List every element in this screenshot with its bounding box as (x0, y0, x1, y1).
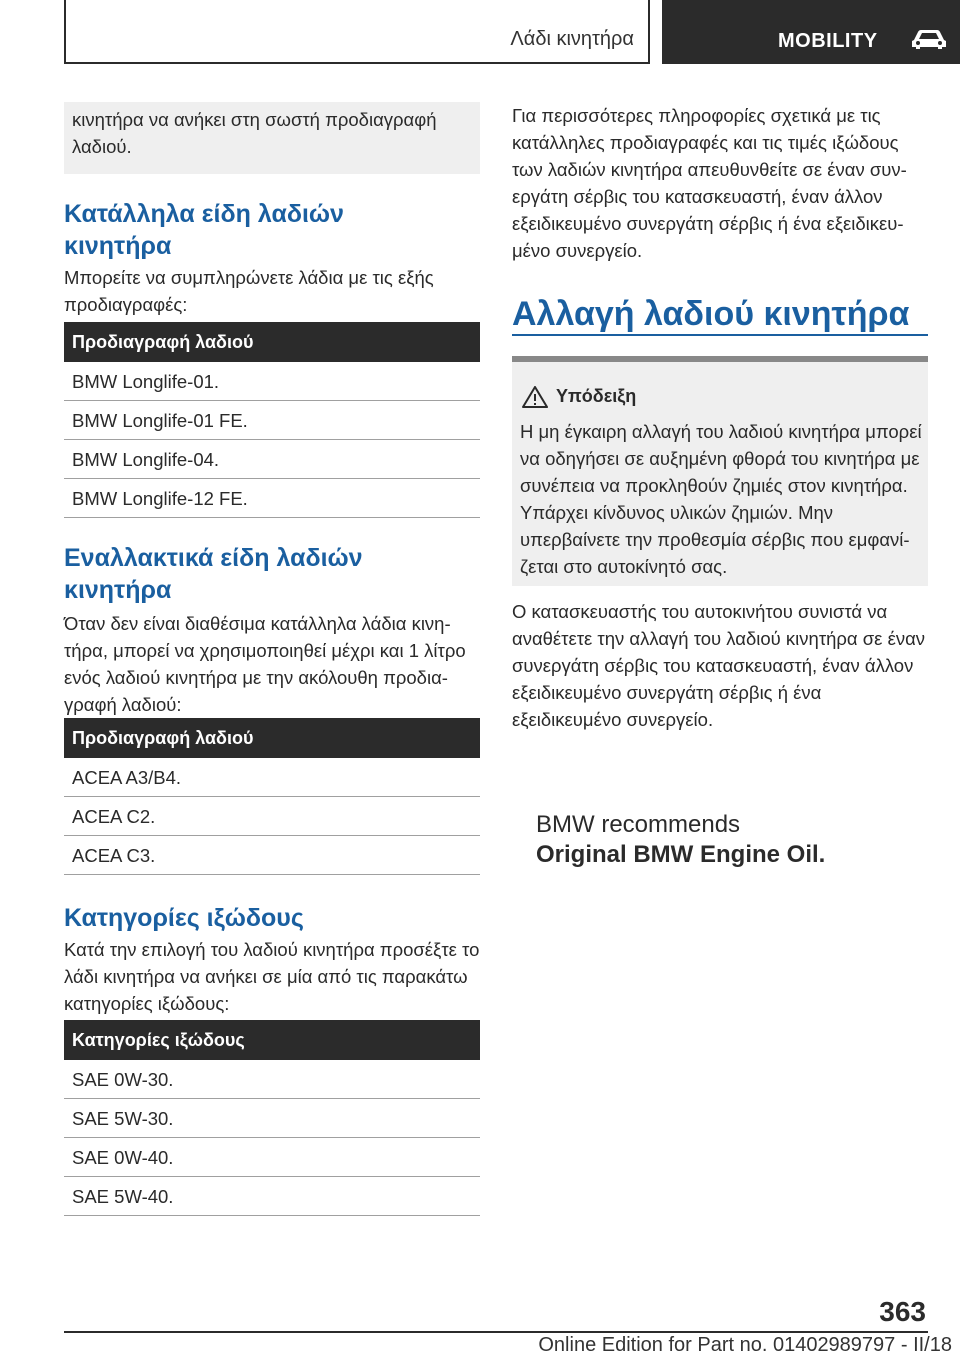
section-text-alternative-oils: Όταν δεν είναι διαθέσιμα κατάλληλα λάδια κινητήρα, μπορεί να χρησιμοποιηθεί μέχρι και 1 λίτρο ενός λαδιού κινητήρα με την ακόλουθη προδιαγραφή λαδιού: (64, 613, 466, 715)
table-row: SAE 0W-30. (64, 1060, 480, 1099)
section-text-suitable-oils: Μπορείτε να συμπληρώνετε λάδια με τις εξής προδιαγραφές: (64, 267, 434, 315)
section-title-line1: Κατάλληλα είδη λαδιών (64, 200, 344, 228)
section-title-line2: κινητήρα (64, 232, 172, 260)
table-row: SAE 5W-40. (64, 1177, 480, 1216)
footer-rule (64, 1331, 928, 1333)
note-title: Υπόδειξη (556, 386, 637, 406)
mobility-tab-label: MOBILITY (778, 30, 878, 52)
table-header: Προδιαγραφή λαδιού (64, 718, 480, 758)
heading-rule (512, 334, 928, 336)
section-title-suitable-oils (64, 198, 344, 262)
page-number: 363 (879, 1296, 926, 1327)
table-row: BMW Longlife-04. (64, 440, 480, 479)
table-oil-specs (64, 322, 480, 518)
heading-oil-change: Αλλαγή λαδιού κινητήρα (512, 295, 910, 333)
section-title-line1: Εναλλακτικά είδη λαδιών (64, 544, 363, 572)
table-row: BMW Longlife-12 FE. (64, 479, 480, 518)
note-text: Η μη έγκαιρη αλλαγή του λαδιού κινητήρα μπορεί να οδηγήσει σε αυξημένη φθορά του κινητήρα με συνέπεια να προκληθούν ζημιές στον κινητήρα. Υπάρχει κίνδυνος υλικών ζημιών. Μην υπερβαίνετε την προθεσμία σέρβις που εμφανίζεται στο αυτοκίνητό σας. (520, 421, 922, 577)
logo-line2: Original BMW Engine Oil. (536, 841, 826, 868)
bmw-oil-logo (536, 810, 825, 870)
footer-edition: Online Edition for Part no. 01402989797 - II/18 (538, 1334, 952, 1356)
warning-note (512, 356, 928, 586)
table-row: ACEA C3. (64, 836, 480, 875)
section-title-line2: κινητήρα (64, 576, 172, 604)
table-row: SAE 5W-30. (64, 1099, 480, 1138)
logo-line1: BMW recommends (536, 811, 741, 838)
car-icon (910, 28, 948, 50)
warning-icon (522, 386, 548, 408)
right-body-text: Ο κατασκευαστής του αυτοκινήτου συνιστά να αναθέτετε την αλλαγή του λαδιού κινητήρα σε έναν συνεργάτη σέρβις του κατασκευαστή, έναν άλλον εξειδικευμένο συνεργάτη σέρβις ή ένα εξειδικευμένο συνεργείο. (512, 601, 926, 730)
mobility-tab[interactable] (662, 0, 960, 64)
table-row: SAE 0W-40. (64, 1138, 480, 1177)
intro-box-text: κινητήρα να ανήκει στη σωστή προδιαγραφή λαδιού. (72, 109, 437, 157)
table-viscosity (64, 1020, 480, 1216)
intro-box (64, 102, 480, 174)
table-alt-oil-specs (64, 718, 480, 875)
header-title-box (64, 0, 650, 64)
table-row: ACEA C2. (64, 797, 480, 836)
chapter-title: Λάδι κινητήρα (510, 28, 634, 50)
table-header: Κατηγορίες ιξώδους (64, 1020, 480, 1060)
section-title-alternative-oils (64, 542, 363, 606)
table-row: ACEA A3/B4. (64, 758, 480, 797)
section-text-viscosity: Κατά την επιλογή του λαδιού κινητήρα προσέξτε το λάδι κινητήρα να ανήκει σε μία από τις παρακάτω κατηγορίες ιξώδους: (64, 939, 480, 1014)
right-intro-text: Για περισσότερες πληροφορίες σχετικά με τις κατάλληλες προδιαγραφές και τις τιμές ιξώδους των λαδιών κινητήρα απευθυνθείτε σε έναν συνεργάτη σέρβις του κατασκευαστή, έναν άλλον εξειδικευμένο συνεργάτη σέρβις ή ένα εξειδικευμένο συνεργείο. (512, 105, 907, 261)
table-header: Προδιαγραφή λαδιού (64, 322, 480, 362)
table-row: BMW Longlife-01 FE. (64, 401, 480, 440)
table-row: BMW Longlife-01. (64, 362, 480, 401)
section-title-viscosity: Κατηγορίες ιξώδους (64, 904, 304, 932)
